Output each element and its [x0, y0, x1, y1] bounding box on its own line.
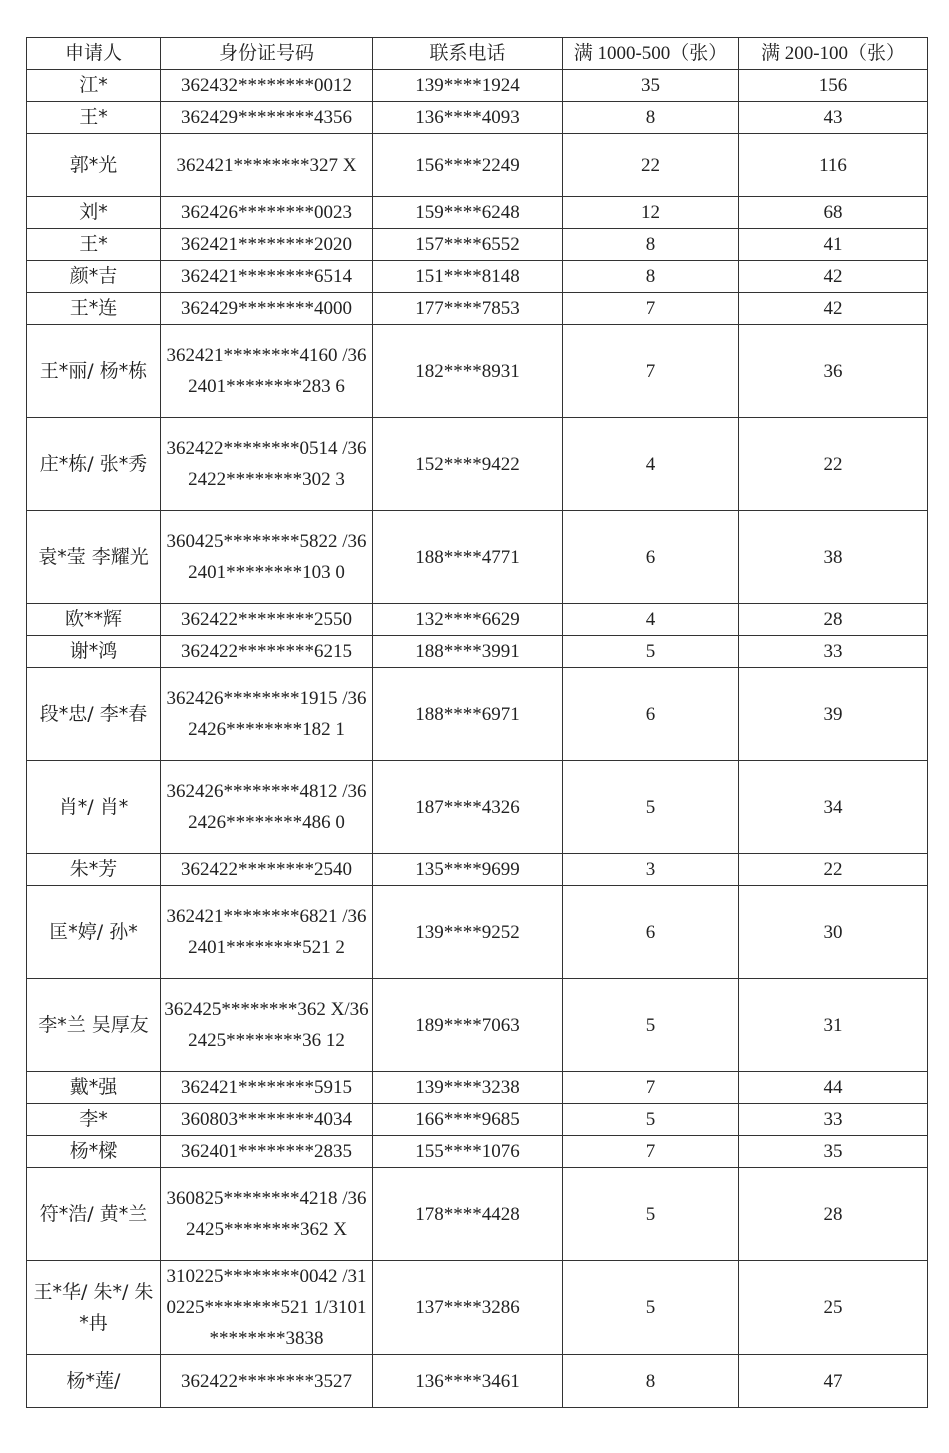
- header-id-number: 身份证号码: [161, 38, 373, 70]
- phone-cell: 139****1924: [373, 70, 563, 102]
- table-row: [27, 636, 928, 668]
- count-200-100-cell: 22: [739, 418, 928, 511]
- count-1000-500-cell: 12: [563, 197, 739, 229]
- id-number-cell: 362421********2020: [161, 229, 373, 261]
- phone-cell: 188****4771: [373, 511, 563, 604]
- applicant-name-cell: 王*华/ 朱*/ 朱*冉: [27, 1261, 161, 1355]
- count-1000-500-cell: 6: [563, 668, 739, 761]
- phone-cell: 132****6629: [373, 604, 563, 636]
- count-1000-500-cell: 8: [563, 1355, 739, 1408]
- header-phone: 联系电话: [373, 38, 563, 70]
- count-1000-500-cell: 7: [563, 293, 739, 325]
- applicant-name-cell: 李*兰 吴厚友: [27, 979, 161, 1072]
- table-row: [27, 979, 928, 1072]
- applicant-name-cell: 段*忠/ 李*春: [27, 668, 161, 761]
- phone-cell: 155****1076: [373, 1136, 563, 1168]
- count-200-100-cell: 30: [739, 886, 928, 979]
- applicant-name-cell: 李*: [27, 1104, 161, 1136]
- applicant-name-cell: 杨*樑: [27, 1136, 161, 1168]
- phone-cell: 188****3991: [373, 636, 563, 668]
- phone-cell: 156****2249: [373, 134, 563, 197]
- id-number-cell: 362426********0023: [161, 197, 373, 229]
- table-row: [27, 70, 928, 102]
- id-number-cell: 362422********6215: [161, 636, 373, 668]
- id-number-cell: 362422********2550: [161, 604, 373, 636]
- id-number-cell: 362432********0012: [161, 70, 373, 102]
- id-number-cell: 362429********4000: [161, 293, 373, 325]
- applicant-name-cell: 颜*吉: [27, 261, 161, 293]
- id-number-cell: 362425********362 X/362425********36 12: [161, 979, 373, 1072]
- count-200-100-cell: 33: [739, 636, 928, 668]
- applicant-name-cell: 袁*莹 李耀光: [27, 511, 161, 604]
- count-200-100-cell: 22: [739, 854, 928, 886]
- id-number-cell: 362421********327 X: [161, 134, 373, 197]
- table-row: [27, 1355, 928, 1408]
- id-number-cell: 362421********5915: [161, 1072, 373, 1104]
- phone-cell: 152****9422: [373, 418, 563, 511]
- count-200-100-cell: 43: [739, 102, 928, 134]
- table-row: [27, 229, 928, 261]
- count-1000-500-cell: 5: [563, 1168, 739, 1261]
- count-200-100-cell: 47: [739, 1355, 928, 1408]
- table-row: [27, 604, 928, 636]
- count-200-100-cell: 42: [739, 261, 928, 293]
- count-200-100-cell: 41: [739, 229, 928, 261]
- applicant-name-cell: 郭*光: [27, 134, 161, 197]
- table-row: [27, 668, 928, 761]
- count-200-100-cell: 44: [739, 1072, 928, 1104]
- applicant-name-cell: 江*: [27, 70, 161, 102]
- id-number-cell: 362421********4160 /362401********283 6: [161, 325, 373, 418]
- count-200-100-cell: 28: [739, 604, 928, 636]
- count-1000-500-cell: 6: [563, 511, 739, 604]
- count-1000-500-cell: 6: [563, 886, 739, 979]
- applicant-name-cell: 庄*栋/ 张*秀: [27, 418, 161, 511]
- count-200-100-cell: 39: [739, 668, 928, 761]
- applicant-name-cell: 杨*莲/: [27, 1355, 161, 1408]
- table-row: [27, 261, 928, 293]
- applicant-name-cell: 朱*芳: [27, 854, 161, 886]
- table-row: [27, 1072, 928, 1104]
- count-200-100-cell: 35: [739, 1136, 928, 1168]
- id-number-cell: 362421********6514: [161, 261, 373, 293]
- applicant-name-cell: 刘*: [27, 197, 161, 229]
- table-row: [27, 197, 928, 229]
- count-200-100-cell: 36: [739, 325, 928, 418]
- applicant-name-cell: 符*浩/ 黄*兰: [27, 1168, 161, 1261]
- header-row: [27, 38, 928, 70]
- id-number-cell: 362421********6821 /362401********521 2: [161, 886, 373, 979]
- count-200-100-cell: 25: [739, 1261, 928, 1355]
- table-row: [27, 511, 928, 604]
- count-1000-500-cell: 5: [563, 636, 739, 668]
- count-1000-500-cell: 8: [563, 261, 739, 293]
- header-count-200-100: 满 200-100（张）: [739, 38, 928, 70]
- phone-cell: 159****6248: [373, 197, 563, 229]
- applicant-name-cell: 王*丽/ 杨*栋: [27, 325, 161, 418]
- id-number-cell: 360803********4034: [161, 1104, 373, 1136]
- count-200-100-cell: 156: [739, 70, 928, 102]
- applicant-name-cell: 王*连: [27, 293, 161, 325]
- id-number-cell: 362426********4812 /362426********486 0: [161, 761, 373, 854]
- count-200-100-cell: 33: [739, 1104, 928, 1136]
- count-1000-500-cell: 4: [563, 418, 739, 511]
- phone-cell: 178****4428: [373, 1168, 563, 1261]
- count-1000-500-cell: 5: [563, 761, 739, 854]
- phone-cell: 182****8931: [373, 325, 563, 418]
- count-200-100-cell: 28: [739, 1168, 928, 1261]
- phone-cell: 151****8148: [373, 261, 563, 293]
- phone-cell: 189****7063: [373, 979, 563, 1072]
- table-row: [27, 102, 928, 134]
- id-number-cell: 362401********2835: [161, 1136, 373, 1168]
- applicant-name-cell: 戴*强: [27, 1072, 161, 1104]
- table-row: [27, 293, 928, 325]
- count-1000-500-cell: 7: [563, 1136, 739, 1168]
- phone-cell: 177****7853: [373, 293, 563, 325]
- table-row: [27, 1104, 928, 1136]
- phone-cell: 188****6971: [373, 668, 563, 761]
- phone-cell: 139****3238: [373, 1072, 563, 1104]
- table-row: [27, 886, 928, 979]
- applicant-name-cell: 王*: [27, 229, 161, 261]
- table-row: [27, 854, 928, 886]
- phone-cell: 136****4093: [373, 102, 563, 134]
- id-number-cell: 362422********3527: [161, 1355, 373, 1408]
- table-row: [27, 418, 928, 511]
- header-applicant: 申请人: [27, 38, 161, 70]
- table-row: [27, 1261, 928, 1355]
- applicant-name-cell: 谢*鸿: [27, 636, 161, 668]
- count-200-100-cell: 68: [739, 197, 928, 229]
- count-1000-500-cell: 3: [563, 854, 739, 886]
- phone-cell: 187****4326: [373, 761, 563, 854]
- count-1000-500-cell: 35: [563, 70, 739, 102]
- header-count-1000-500: 满 1000-500（张）: [563, 38, 739, 70]
- table-row: [27, 325, 928, 418]
- table-row: [27, 1168, 928, 1261]
- count-1000-500-cell: 5: [563, 1261, 739, 1355]
- phone-cell: 166****9685: [373, 1104, 563, 1136]
- phone-cell: 139****9252: [373, 886, 563, 979]
- count-1000-500-cell: 8: [563, 229, 739, 261]
- id-number-cell: 362422********0514 /362422********302 3: [161, 418, 373, 511]
- applicant-name-cell: 匡*婷/ 孙*: [27, 886, 161, 979]
- applicant-name-cell: 肖*/ 肖*: [27, 761, 161, 854]
- count-200-100-cell: 34: [739, 761, 928, 854]
- count-1000-500-cell: 5: [563, 1104, 739, 1136]
- id-number-cell: 362429********4356: [161, 102, 373, 134]
- table-row: [27, 761, 928, 854]
- phone-cell: 136****3461: [373, 1355, 563, 1408]
- count-1000-500-cell: 5: [563, 979, 739, 1072]
- phone-cell: 135****9699: [373, 854, 563, 886]
- phone-cell: 157****6552: [373, 229, 563, 261]
- id-number-cell: 360425********5822 /362401********103 0: [161, 511, 373, 604]
- count-200-100-cell: 38: [739, 511, 928, 604]
- id-number-cell: 362426********1915 /362426********182 1: [161, 668, 373, 761]
- id-number-cell: 362422********2540: [161, 854, 373, 886]
- count-200-100-cell: 31: [739, 979, 928, 1072]
- applicant-name-cell: 王*: [27, 102, 161, 134]
- table-row: [27, 134, 928, 197]
- applicant-name-cell: 欧**辉: [27, 604, 161, 636]
- count-1000-500-cell: 8: [563, 102, 739, 134]
- applicant-table: [26, 37, 928, 1408]
- phone-cell: 137****3286: [373, 1261, 563, 1355]
- count-200-100-cell: 42: [739, 293, 928, 325]
- table-row: [27, 1136, 928, 1168]
- count-1000-500-cell: 7: [563, 325, 739, 418]
- count-1000-500-cell: 4: [563, 604, 739, 636]
- count-1000-500-cell: 7: [563, 1072, 739, 1104]
- count-1000-500-cell: 22: [563, 134, 739, 197]
- count-200-100-cell: 116: [739, 134, 928, 197]
- id-number-cell: 360825********4218 /362425********362 X: [161, 1168, 373, 1261]
- id-number-cell: 310225********0042 /310225********521 1/3101********3838: [161, 1261, 373, 1355]
